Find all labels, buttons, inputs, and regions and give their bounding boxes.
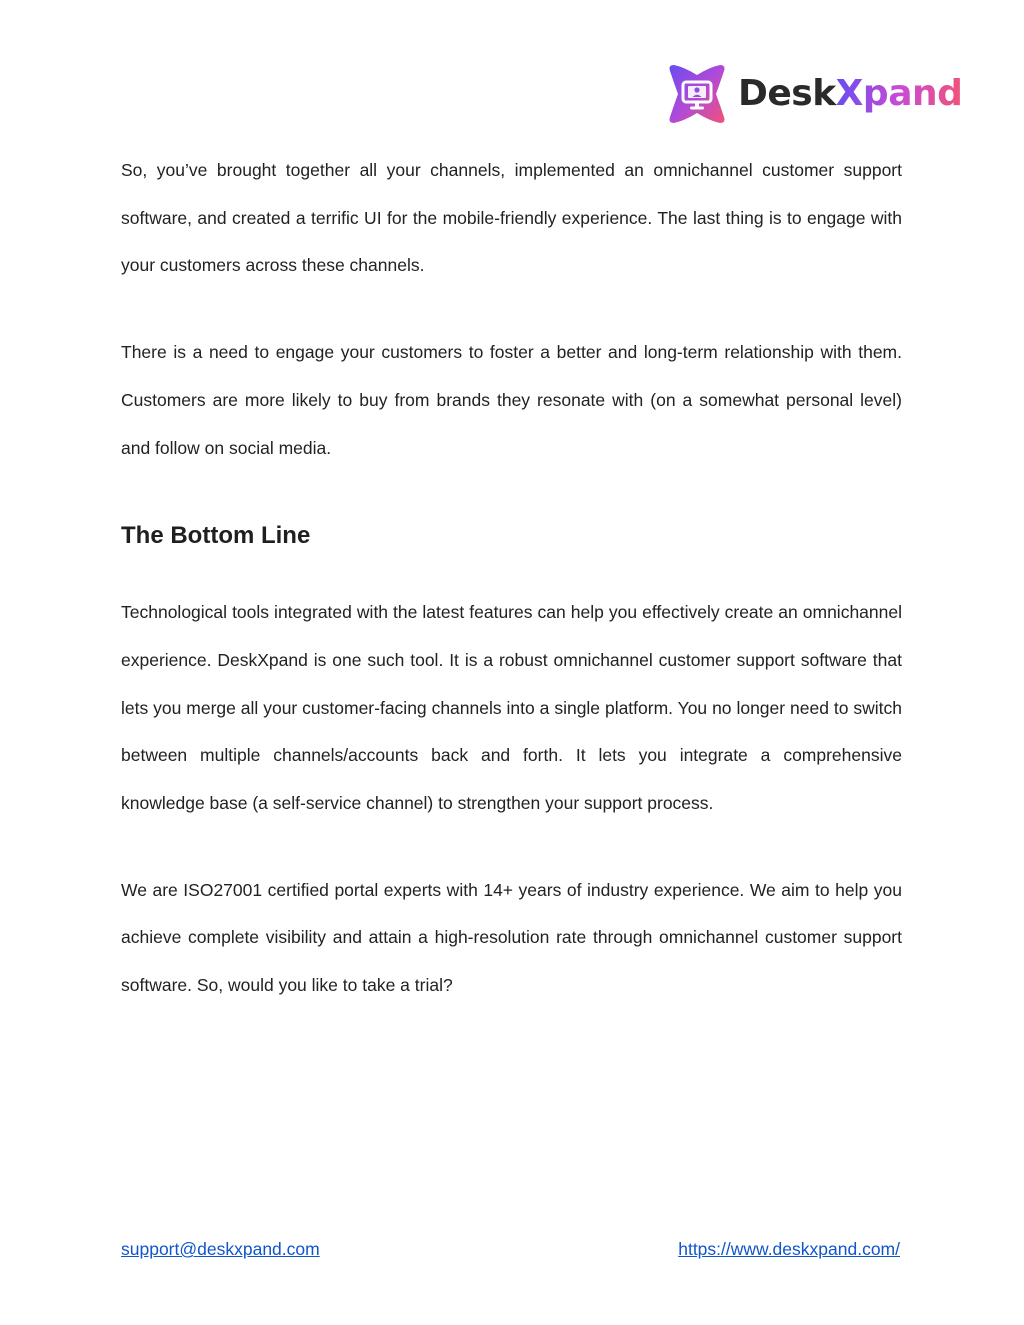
website-link[interactable]: https://www.deskxpand.com/: [678, 1239, 900, 1259]
logo-wordmark: [738, 73, 963, 114]
logo-text-xpand: Xpand: [835, 73, 963, 114]
support-email-link[interactable]: support@deskxpand.com: [121, 1239, 320, 1259]
article-body: [121, 147, 902, 1010]
deskxpand-logo: [664, 60, 962, 128]
paragraph-engage-channels: So, you’ve brought together all your channels, implemented an omnichannel customer support software, and created a terrific UI for the mobile-friendly experience. The last thing is to engage with your customers across these channels.: [121, 160, 902, 276]
logo-text-desk: Desk: [738, 73, 836, 114]
paragraph-technological-tools: Technological tools integrated with the latest features can help you effectively create an omnichannel experience. DeskXpand is one such tool. It is a robust omnichannel customer support software that lets you merge all your customer-facing channels into a single platform. You no longer need to switch between multiple channels/accounts back and forth. It lets you integrate a comprehensive knowledge base (a self-service channel) to strengthen your support process.: [121, 602, 902, 814]
page-footer: [121, 1239, 900, 1260]
paragraph-iso-certified: We are ISO27001 certified portal experts with 14+ years of industry experience. We aim to help you achieve complete visibility and attain a high-resolution rate through omnichannel customer support software. So, would you like to take a trial?: [121, 879, 902, 996]
deskxpand-logo-icon: [664, 61, 730, 127]
paragraph-engage-customers: There is a need to engage your customers to foster a better and long-term relationship with them. Customers are more likely to buy from brands they resonate with (on a somewhat personal level) and follow on social media.: [121, 342, 902, 458]
section-heading-bottom-line: The Bottom Line: [121, 522, 311, 550]
